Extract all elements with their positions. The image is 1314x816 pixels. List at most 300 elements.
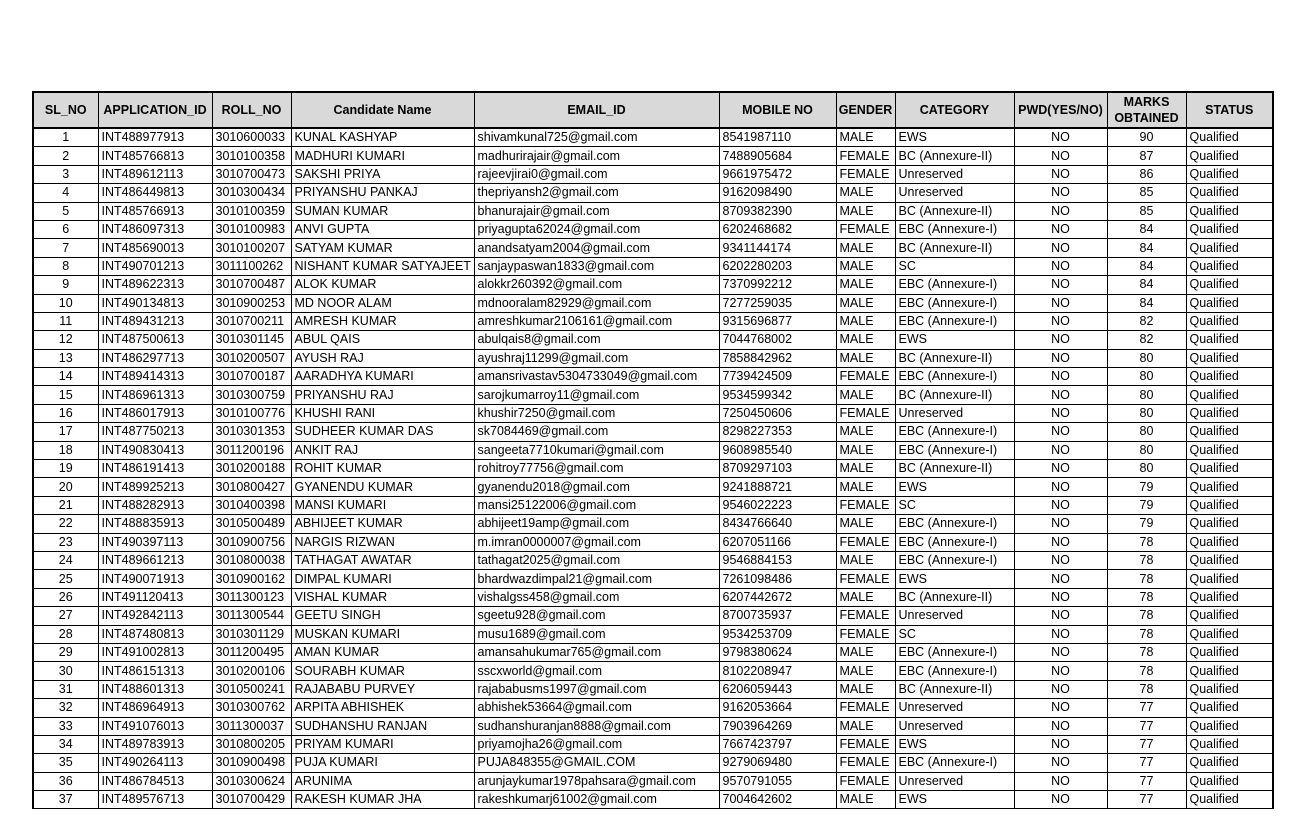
category-cell: BC (Annexure-II) bbox=[895, 147, 1014, 165]
sl-no-cell: 14 bbox=[33, 368, 98, 386]
status-cell: Qualified bbox=[1186, 772, 1273, 790]
roll-no-cell: 3010301129 bbox=[212, 625, 291, 643]
gender-cell: FEMALE bbox=[836, 533, 895, 551]
table-row bbox=[33, 276, 1273, 294]
pwd-cell: NO bbox=[1014, 276, 1107, 294]
gender-cell: MALE bbox=[836, 717, 895, 735]
table-row bbox=[33, 735, 1273, 753]
candidate-name-cell: AMAN KUMAR bbox=[291, 643, 474, 661]
application-id-cell: INT489431213 bbox=[98, 312, 212, 330]
application-id-cell: INT490071913 bbox=[98, 570, 212, 588]
email-cell: madhurirajair@gmail.com bbox=[474, 147, 719, 165]
application-id-cell: INT489612113 bbox=[98, 165, 212, 183]
application-id-cell: INT486017913 bbox=[98, 404, 212, 422]
roll-no-cell: 3011300037 bbox=[212, 717, 291, 735]
marks-cell: 85 bbox=[1107, 184, 1186, 202]
roll-no-cell: 3010100359 bbox=[212, 202, 291, 220]
roll-no-cell: 3010100358 bbox=[212, 147, 291, 165]
pwd-cell: NO bbox=[1014, 239, 1107, 257]
table-row bbox=[33, 478, 1273, 496]
pwd-cell: NO bbox=[1014, 772, 1107, 790]
marks-cell: 77 bbox=[1107, 791, 1186, 809]
pwd-cell: NO bbox=[1014, 331, 1107, 349]
roll-no-cell: 3011100262 bbox=[212, 257, 291, 275]
sl-no-cell: 37 bbox=[33, 791, 98, 809]
mobile-no-cell: 8709382390 bbox=[719, 202, 836, 220]
table-row bbox=[33, 607, 1273, 625]
category-cell: Unreserved bbox=[895, 699, 1014, 717]
application-id-cell: INT487750213 bbox=[98, 423, 212, 441]
roll-no-cell: 3011300544 bbox=[212, 607, 291, 625]
mobile-no-cell: 8434766640 bbox=[719, 515, 836, 533]
candidate-name-cell: RAJABABU PURVEY bbox=[291, 680, 474, 698]
roll-no-cell: 3010301353 bbox=[212, 423, 291, 441]
marks-cell: 77 bbox=[1107, 754, 1186, 772]
header-email-id: EMAIL_ID bbox=[474, 92, 719, 128]
header-pwd: PWD(YES/NO) bbox=[1014, 92, 1107, 128]
marks-cell: 80 bbox=[1107, 441, 1186, 459]
email-cell: sudhanshuranjan8888@gmail.com bbox=[474, 717, 719, 735]
category-cell: EBC (Annexure-I) bbox=[895, 551, 1014, 569]
candidate-name-cell: RAKESH KUMAR JHA bbox=[291, 791, 474, 809]
sl-no-cell: 29 bbox=[33, 643, 98, 661]
header-application-id: APPLICATION_ID bbox=[98, 92, 212, 128]
status-cell: Qualified bbox=[1186, 331, 1273, 349]
candidate-name-cell: SAKSHI PRIYA bbox=[291, 165, 474, 183]
application-id-cell: INT485690013 bbox=[98, 239, 212, 257]
application-id-cell: INT490830413 bbox=[98, 441, 212, 459]
sl-no-cell: 34 bbox=[33, 735, 98, 753]
sl-no-cell: 16 bbox=[33, 404, 98, 422]
candidate-name-cell: PRIYANSHU PANKAJ bbox=[291, 184, 474, 202]
marks-cell: 80 bbox=[1107, 386, 1186, 404]
roll-no-cell: 3010301145 bbox=[212, 331, 291, 349]
candidate-name-cell: SATYAM KUMAR bbox=[291, 239, 474, 257]
sl-no-cell: 12 bbox=[33, 331, 98, 349]
email-cell: shivamkunal725@gmail.com bbox=[474, 128, 719, 147]
pwd-cell: NO bbox=[1014, 202, 1107, 220]
application-id-cell: INT490134813 bbox=[98, 294, 212, 312]
sl-no-cell: 7 bbox=[33, 239, 98, 257]
gender-cell: MALE bbox=[836, 294, 895, 312]
marks-cell: 78 bbox=[1107, 551, 1186, 569]
mobile-no-cell: 9162053664 bbox=[719, 699, 836, 717]
email-cell: thepriyansh2@gmail.com bbox=[474, 184, 719, 202]
gender-cell: MALE bbox=[836, 441, 895, 459]
roll-no-cell: 3010900756 bbox=[212, 533, 291, 551]
sl-no-cell: 19 bbox=[33, 460, 98, 478]
roll-no-cell: 3010600033 bbox=[212, 128, 291, 147]
candidate-name-cell: PRIYANSHU RAJ bbox=[291, 386, 474, 404]
status-cell: Qualified bbox=[1186, 423, 1273, 441]
pwd-cell: NO bbox=[1014, 643, 1107, 661]
category-cell: BC (Annexure-II) bbox=[895, 202, 1014, 220]
candidate-name-cell: SUDHANSHU RANJAN bbox=[291, 717, 474, 735]
candidate-name-cell: GEETU SINGH bbox=[291, 607, 474, 625]
gender-cell: MALE bbox=[836, 551, 895, 569]
candidate-name-cell: DIMPAL KUMARI bbox=[291, 570, 474, 588]
email-cell: priyamojha26@gmail.com bbox=[474, 735, 719, 753]
pwd-cell: NO bbox=[1014, 368, 1107, 386]
candidate-name-cell: ROHIT KUMAR bbox=[291, 460, 474, 478]
pwd-cell: NO bbox=[1014, 423, 1107, 441]
mobile-no-cell: 9546884153 bbox=[719, 551, 836, 569]
table-row bbox=[33, 128, 1273, 147]
marks-cell: 80 bbox=[1107, 368, 1186, 386]
category-cell: EBC (Annexure-I) bbox=[895, 368, 1014, 386]
sl-no-cell: 15 bbox=[33, 386, 98, 404]
table-row bbox=[33, 533, 1273, 551]
candidate-name-cell: AYUSH RAJ bbox=[291, 349, 474, 367]
gender-cell: FEMALE bbox=[836, 570, 895, 588]
category-cell: EBC (Annexure-I) bbox=[895, 220, 1014, 238]
email-cell: rajeevjirai0@gmail.com bbox=[474, 165, 719, 183]
gender-cell: MALE bbox=[836, 423, 895, 441]
email-cell: alokkr260392@gmail.com bbox=[474, 276, 719, 294]
sl-no-cell: 3 bbox=[33, 165, 98, 183]
table-row bbox=[33, 570, 1273, 588]
marks-cell: 78 bbox=[1107, 588, 1186, 606]
gender-cell: FEMALE bbox=[836, 699, 895, 717]
mobile-no-cell: 7488905684 bbox=[719, 147, 836, 165]
mobile-no-cell: 7261098486 bbox=[719, 570, 836, 588]
marks-cell: 80 bbox=[1107, 423, 1186, 441]
marks-cell: 79 bbox=[1107, 496, 1186, 514]
gender-cell: FEMALE bbox=[836, 165, 895, 183]
application-id-cell: INT488601313 bbox=[98, 680, 212, 698]
email-cell: gyanendu2018@gmail.com bbox=[474, 478, 719, 496]
roll-no-cell: 3011200196 bbox=[212, 441, 291, 459]
table-row bbox=[33, 331, 1273, 349]
application-id-cell: INT487500613 bbox=[98, 331, 212, 349]
roll-no-cell: 3010300624 bbox=[212, 772, 291, 790]
marks-cell: 86 bbox=[1107, 165, 1186, 183]
roll-no-cell: 3010700211 bbox=[212, 312, 291, 330]
header-candidate-name: Candidate Name bbox=[291, 92, 474, 128]
table-row bbox=[33, 515, 1273, 533]
category-cell: SC bbox=[895, 625, 1014, 643]
table-row bbox=[33, 441, 1273, 459]
category-cell: EWS bbox=[895, 570, 1014, 588]
pwd-cell: NO bbox=[1014, 754, 1107, 772]
gender-cell: FEMALE bbox=[836, 368, 895, 386]
email-cell: amansahukumar765@gmail.com bbox=[474, 643, 719, 661]
table-row bbox=[33, 643, 1273, 661]
email-cell: ayushraj11299@gmail.com bbox=[474, 349, 719, 367]
email-cell: khushir7250@gmail.com bbox=[474, 404, 719, 422]
roll-no-cell: 3010300762 bbox=[212, 699, 291, 717]
status-cell: Qualified bbox=[1186, 165, 1273, 183]
candidate-name-cell: NARGIS RIZWAN bbox=[291, 533, 474, 551]
email-cell: tathagat2025@gmail.com bbox=[474, 551, 719, 569]
roll-no-cell: 3010900253 bbox=[212, 294, 291, 312]
mobile-no-cell: 8298227353 bbox=[719, 423, 836, 441]
pwd-cell: NO bbox=[1014, 349, 1107, 367]
sl-no-cell: 5 bbox=[33, 202, 98, 220]
email-cell: vishalgss458@gmail.com bbox=[474, 588, 719, 606]
mobile-no-cell: 7858842962 bbox=[719, 349, 836, 367]
category-cell: BC (Annexure-II) bbox=[895, 386, 1014, 404]
status-cell: Qualified bbox=[1186, 441, 1273, 459]
sl-no-cell: 26 bbox=[33, 588, 98, 606]
category-cell: SC bbox=[895, 257, 1014, 275]
status-cell: Qualified bbox=[1186, 643, 1273, 661]
category-cell: BC (Annexure-II) bbox=[895, 680, 1014, 698]
email-cell: sanjaypaswan1833@gmail.com bbox=[474, 257, 719, 275]
table-row bbox=[33, 588, 1273, 606]
application-id-cell: INT489622313 bbox=[98, 276, 212, 294]
application-id-cell: INT490701213 bbox=[98, 257, 212, 275]
mobile-no-cell: 8700735937 bbox=[719, 607, 836, 625]
pwd-cell: NO bbox=[1014, 735, 1107, 753]
sl-no-cell: 33 bbox=[33, 717, 98, 735]
pwd-cell: NO bbox=[1014, 386, 1107, 404]
sl-no-cell: 36 bbox=[33, 772, 98, 790]
gender-cell: MALE bbox=[836, 588, 895, 606]
roll-no-cell: 3010200106 bbox=[212, 662, 291, 680]
mobile-no-cell: 6207051166 bbox=[719, 533, 836, 551]
sl-no-cell: 11 bbox=[33, 312, 98, 330]
candidate-name-cell: MD NOOR ALAM bbox=[291, 294, 474, 312]
roll-no-cell: 3010700187 bbox=[212, 368, 291, 386]
table-body bbox=[33, 128, 1273, 809]
marks-cell: 80 bbox=[1107, 349, 1186, 367]
pwd-cell: NO bbox=[1014, 184, 1107, 202]
sl-no-cell: 18 bbox=[33, 441, 98, 459]
table-row bbox=[33, 239, 1273, 257]
pwd-cell: NO bbox=[1014, 625, 1107, 643]
pwd-cell: NO bbox=[1014, 404, 1107, 422]
status-cell: Qualified bbox=[1186, 202, 1273, 220]
category-cell: BC (Annexure-II) bbox=[895, 349, 1014, 367]
status-cell: Qualified bbox=[1186, 349, 1273, 367]
status-cell: Qualified bbox=[1186, 239, 1273, 257]
application-id-cell: INT491002813 bbox=[98, 643, 212, 661]
mobile-no-cell: 6202468682 bbox=[719, 220, 836, 238]
status-cell: Qualified bbox=[1186, 735, 1273, 753]
category-cell: EBC (Annexure-I) bbox=[895, 515, 1014, 533]
mobile-no-cell: 6202280203 bbox=[719, 257, 836, 275]
email-cell: mdnooralam82929@gmail.com bbox=[474, 294, 719, 312]
roll-no-cell: 3010100776 bbox=[212, 404, 291, 422]
sl-no-cell: 22 bbox=[33, 515, 98, 533]
sl-no-cell: 20 bbox=[33, 478, 98, 496]
gender-cell: MALE bbox=[836, 239, 895, 257]
status-cell: Qualified bbox=[1186, 128, 1273, 147]
email-cell: m.imran0000007@gmail.com bbox=[474, 533, 719, 551]
category-cell: SC bbox=[895, 496, 1014, 514]
status-cell: Qualified bbox=[1186, 717, 1273, 735]
gender-cell: FEMALE bbox=[836, 496, 895, 514]
candidate-name-cell: TATHAGAT AWATAR bbox=[291, 551, 474, 569]
gender-cell: MALE bbox=[836, 257, 895, 275]
application-id-cell: INT489414313 bbox=[98, 368, 212, 386]
marks-cell: 78 bbox=[1107, 643, 1186, 661]
application-id-cell: INT490397113 bbox=[98, 533, 212, 551]
candidate-name-cell: GYANENDU KUMAR bbox=[291, 478, 474, 496]
email-cell: sgeetu928@gmail.com bbox=[474, 607, 719, 625]
mobile-no-cell: 7739424509 bbox=[719, 368, 836, 386]
gender-cell: MALE bbox=[836, 331, 895, 349]
marks-cell: 84 bbox=[1107, 257, 1186, 275]
application-id-cell: INT485766913 bbox=[98, 202, 212, 220]
pwd-cell: NO bbox=[1014, 165, 1107, 183]
pwd-cell: NO bbox=[1014, 533, 1107, 551]
status-cell: Qualified bbox=[1186, 312, 1273, 330]
table-row bbox=[33, 680, 1273, 698]
application-id-cell: INT486191413 bbox=[98, 460, 212, 478]
mobile-no-cell: 9241888721 bbox=[719, 478, 836, 496]
table-row bbox=[33, 147, 1273, 165]
gender-cell: MALE bbox=[836, 312, 895, 330]
status-cell: Qualified bbox=[1186, 551, 1273, 569]
candidate-name-cell: SUMAN KUMAR bbox=[291, 202, 474, 220]
status-cell: Qualified bbox=[1186, 294, 1273, 312]
candidate-name-cell: ABHIJEET KUMAR bbox=[291, 515, 474, 533]
category-cell: BC (Annexure-II) bbox=[895, 239, 1014, 257]
status-cell: Qualified bbox=[1186, 570, 1273, 588]
gender-cell: MALE bbox=[836, 680, 895, 698]
gender-cell: FEMALE bbox=[836, 625, 895, 643]
status-cell: Qualified bbox=[1186, 533, 1273, 551]
marks-cell: 78 bbox=[1107, 570, 1186, 588]
pwd-cell: NO bbox=[1014, 699, 1107, 717]
candidate-name-cell: VISHAL KUMAR bbox=[291, 588, 474, 606]
candidate-name-cell: SOURABH KUMAR bbox=[291, 662, 474, 680]
gender-cell: FEMALE bbox=[836, 220, 895, 238]
table-row bbox=[33, 257, 1273, 275]
candidate-name-cell: AMRESH KUMAR bbox=[291, 312, 474, 330]
status-cell: Qualified bbox=[1186, 257, 1273, 275]
roll-no-cell: 3010200507 bbox=[212, 349, 291, 367]
application-id-cell: INT486151313 bbox=[98, 662, 212, 680]
status-cell: Qualified bbox=[1186, 515, 1273, 533]
application-id-cell: INT488977913 bbox=[98, 128, 212, 147]
email-cell: abhijeet19amp@gmail.com bbox=[474, 515, 719, 533]
roll-no-cell: 3010500489 bbox=[212, 515, 291, 533]
pwd-cell: NO bbox=[1014, 607, 1107, 625]
marks-cell: 77 bbox=[1107, 772, 1186, 790]
candidate-name-cell: AARADHYA KUMARI bbox=[291, 368, 474, 386]
pwd-cell: NO bbox=[1014, 441, 1107, 459]
status-cell: Qualified bbox=[1186, 662, 1273, 680]
category-cell: EBC (Annexure-I) bbox=[895, 276, 1014, 294]
gender-cell: MALE bbox=[836, 386, 895, 404]
application-id-cell: INT490264113 bbox=[98, 754, 212, 772]
pwd-cell: NO bbox=[1014, 128, 1107, 147]
header-gender: GENDER bbox=[836, 92, 895, 128]
gender-cell: FEMALE bbox=[836, 147, 895, 165]
table-row bbox=[33, 202, 1273, 220]
header-category: CATEGORY bbox=[895, 92, 1014, 128]
pwd-cell: NO bbox=[1014, 662, 1107, 680]
status-cell: Qualified bbox=[1186, 625, 1273, 643]
mobile-no-cell: 7004642602 bbox=[719, 791, 836, 809]
marks-cell: 78 bbox=[1107, 533, 1186, 551]
pwd-cell: NO bbox=[1014, 496, 1107, 514]
candidate-name-cell: ANKIT RAJ bbox=[291, 441, 474, 459]
candidate-name-cell: ABUL QAIS bbox=[291, 331, 474, 349]
roll-no-cell: 3010900498 bbox=[212, 754, 291, 772]
pwd-cell: NO bbox=[1014, 515, 1107, 533]
table-row bbox=[33, 165, 1273, 183]
mobile-no-cell: 8541987110 bbox=[719, 128, 836, 147]
table-header bbox=[33, 92, 1273, 128]
mobile-no-cell: 6207442672 bbox=[719, 588, 836, 606]
status-cell: Qualified bbox=[1186, 754, 1273, 772]
candidate-name-cell: MANSI KUMARI bbox=[291, 496, 474, 514]
mobile-no-cell: 9162098490 bbox=[719, 184, 836, 202]
mobile-no-cell: 7667423797 bbox=[719, 735, 836, 753]
gender-cell: MALE bbox=[836, 478, 895, 496]
roll-no-cell: 3010700429 bbox=[212, 791, 291, 809]
gender-cell: MALE bbox=[836, 202, 895, 220]
mobile-no-cell: 7044768002 bbox=[719, 331, 836, 349]
status-cell: Qualified bbox=[1186, 607, 1273, 625]
email-cell: amansrivastav5304733049@gmail.com bbox=[474, 368, 719, 386]
sl-no-cell: 2 bbox=[33, 147, 98, 165]
marks-cell: 78 bbox=[1107, 607, 1186, 625]
gender-cell: MALE bbox=[836, 276, 895, 294]
application-id-cell: INT488282913 bbox=[98, 496, 212, 514]
category-cell: EBC (Annexure-I) bbox=[895, 294, 1014, 312]
pwd-cell: NO bbox=[1014, 220, 1107, 238]
table-row bbox=[33, 625, 1273, 643]
marks-cell: 87 bbox=[1107, 147, 1186, 165]
category-cell: EWS bbox=[895, 735, 1014, 753]
table-row bbox=[33, 460, 1273, 478]
mobile-no-cell: 9546022223 bbox=[719, 496, 836, 514]
marks-cell: 77 bbox=[1107, 735, 1186, 753]
category-cell: Unreserved bbox=[895, 184, 1014, 202]
category-cell: Unreserved bbox=[895, 772, 1014, 790]
pwd-cell: NO bbox=[1014, 312, 1107, 330]
status-cell: Qualified bbox=[1186, 496, 1273, 514]
table-row bbox=[33, 662, 1273, 680]
mobile-no-cell: 8709297103 bbox=[719, 460, 836, 478]
email-cell: abhishek53664@gmail.com bbox=[474, 699, 719, 717]
application-id-cell: INT485766813 bbox=[98, 147, 212, 165]
application-id-cell: INT489576713 bbox=[98, 791, 212, 809]
category-cell: BC (Annexure-II) bbox=[895, 588, 1014, 606]
marks-cell: 90 bbox=[1107, 128, 1186, 147]
pwd-cell: NO bbox=[1014, 147, 1107, 165]
roll-no-cell: 3010900162 bbox=[212, 570, 291, 588]
sl-no-cell: 27 bbox=[33, 607, 98, 625]
sl-no-cell: 1 bbox=[33, 128, 98, 147]
gender-cell: MALE bbox=[836, 791, 895, 809]
candidate-name-cell: MUSKAN KUMARI bbox=[291, 625, 474, 643]
email-cell: rajababusms1997@gmail.com bbox=[474, 680, 719, 698]
marks-cell: 85 bbox=[1107, 202, 1186, 220]
marks-cell: 82 bbox=[1107, 312, 1186, 330]
marks-cell: 84 bbox=[1107, 220, 1186, 238]
roll-no-cell: 3010700487 bbox=[212, 276, 291, 294]
application-id-cell: INT487480813 bbox=[98, 625, 212, 643]
table-row bbox=[33, 404, 1273, 422]
category-cell: Unreserved bbox=[895, 717, 1014, 735]
sl-no-cell: 8 bbox=[33, 257, 98, 275]
header-row bbox=[33, 92, 1273, 128]
roll-no-cell: 3011200495 bbox=[212, 643, 291, 661]
candidate-name-cell: KHUSHI RANI bbox=[291, 404, 474, 422]
candidate-name-cell: PUJA KUMARI bbox=[291, 754, 474, 772]
gender-cell: MALE bbox=[836, 128, 895, 147]
sl-no-cell: 35 bbox=[33, 754, 98, 772]
marks-cell: 84 bbox=[1107, 294, 1186, 312]
pwd-cell: NO bbox=[1014, 460, 1107, 478]
sl-no-cell: 32 bbox=[33, 699, 98, 717]
